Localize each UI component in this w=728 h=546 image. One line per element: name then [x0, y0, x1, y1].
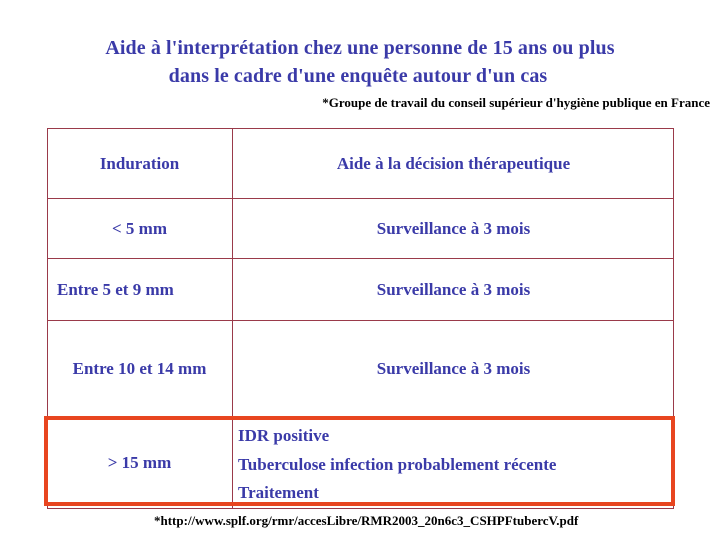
subtitle: *Groupe de travail du conseil supérieur d'hygiène publique en France — [322, 95, 710, 110]
row-decision: Surveillance à 3 mois — [376, 219, 531, 238]
row-induration: > 15 mm — [107, 452, 172, 472]
page-title-line-1: Aide à l'interprétation chez une personne de 15 ans ou plus — [105, 37, 615, 59]
row-induration: Entre 5 et 9 mm — [57, 280, 174, 299]
row-decision: Surveillance à 3 mois — [376, 280, 531, 299]
row-decision: Surveillance à 3 mois — [376, 359, 531, 378]
decision-line: IDR positive — [238, 426, 330, 445]
decision-line: Traitement — [238, 483, 319, 502]
row-induration: Entre 10 et 14 mm — [72, 359, 207, 378]
source-footnote: *http://www.splf.org/rmr/accesLibre/RMR2003_20n6c3_CSHPFtubercV.pdf — [154, 513, 579, 528]
header-decision: Aide à la décision thérapeutique — [336, 154, 571, 173]
decision-line: Tuberculose infection probablement récente — [238, 454, 557, 474]
row-induration: < 5 mm — [111, 219, 167, 238]
table-row — [47, 258, 674, 321]
table-header-row — [47, 128, 674, 199]
header-induration: Induration — [99, 154, 180, 173]
highlight-box — [44, 416, 675, 506]
page-title-line-2: dans le cadre d'une enquête autour d'un cas — [168, 65, 548, 87]
table-row — [47, 198, 674, 259]
table-row — [47, 320, 674, 417]
